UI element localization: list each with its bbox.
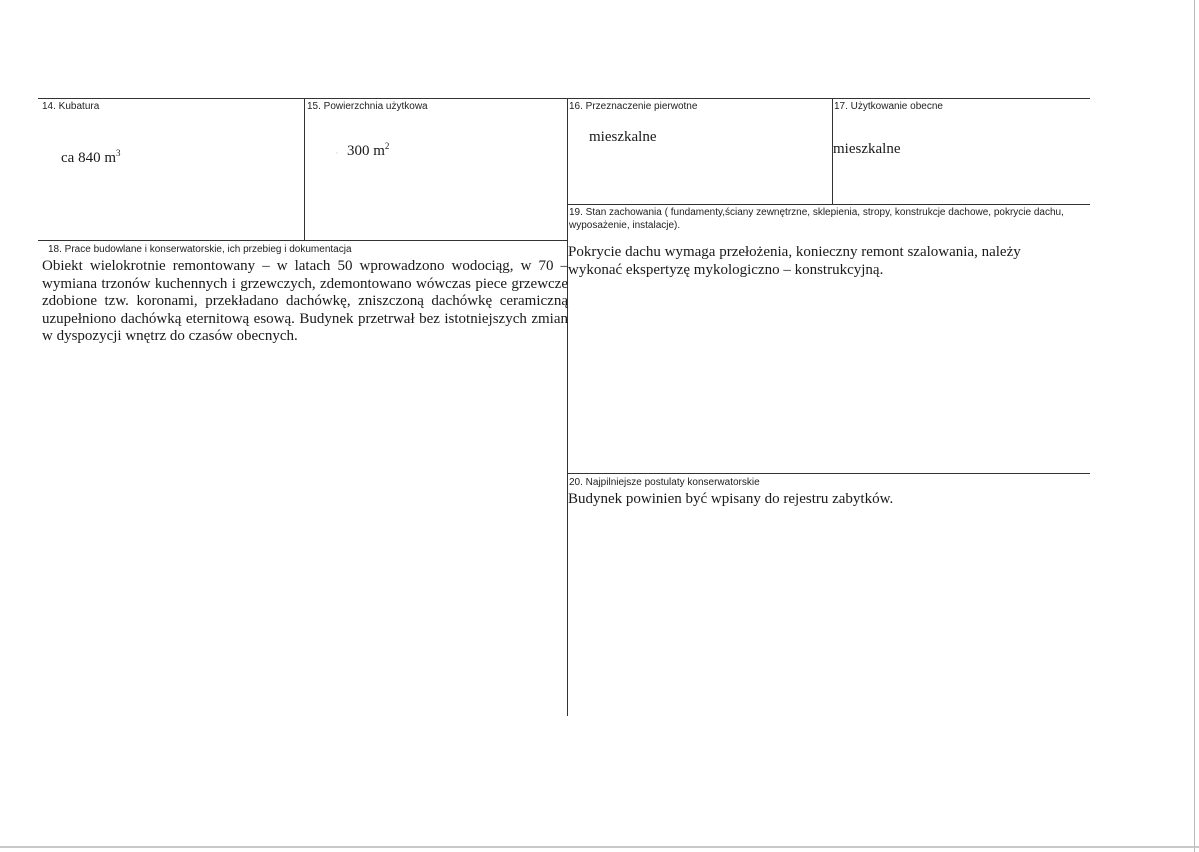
przeznaczenie-label: 16. Przeznaczenie pierwotne xyxy=(569,101,698,112)
rule-above-18 xyxy=(38,240,568,241)
divider-14-15 xyxy=(304,98,305,240)
powierzchnia-value-unit-exp: 2 xyxy=(384,141,390,151)
scan-right-edge xyxy=(1194,0,1195,852)
powierzchnia-value-text: 300 m xyxy=(347,143,385,159)
rule-above-20 xyxy=(567,473,1090,474)
kubatura-value-text: ca 840 m xyxy=(61,150,116,166)
divider-15-16 xyxy=(567,98,568,716)
rule-above-19 xyxy=(567,204,1090,205)
kubatura-value-unit-exp: 3 xyxy=(115,148,121,158)
kubatura-label: 14. Kubatura xyxy=(42,101,100,112)
stan-zachowania-text: Pokrycie dachu wymaga przełożenia, konieczny remont szalowania, należy wykonać ekspertyzę mykologiczno – konstrukcyjną. xyxy=(568,244,1021,278)
prace-label: 18. Prace budowlane i konserwatorskie, ich przebieg i dokumentacja xyxy=(48,244,352,255)
uzytkowanie-value: mieszkalne xyxy=(833,141,901,157)
stan-zachowania-label: 19. Stan zachowania ( fundamenty,ściany zewnętrzne, sklepienia, stropy, konstrukcje dachowe, pokrycie dachu, wyposażenie, instalacje). xyxy=(569,207,1064,231)
przeznaczenie-value: mieszkalne xyxy=(589,129,657,145)
scan-artifact: · xyxy=(335,147,339,159)
top-rule xyxy=(38,98,1090,99)
postulaty-text: Budynek powinien być wpisany do rejestru zabytków. xyxy=(568,491,894,507)
uzytkowanie-label: 17. Użytkowanie obecne xyxy=(834,101,943,112)
powierzchnia-label: 15. Powierzchnia użytkowa xyxy=(307,101,428,112)
postulaty-label: 20. Najpilniejsze postulaty konserwatorskie xyxy=(569,477,760,488)
kubatura-value xyxy=(61,150,120,167)
prace-text: Obiekt wielokrotnie remontowany – w latach 50 wprowadzono wodociąg, w 70 – wymiana trzonów kuchennych i grzewczych, zdemontowano wówczas piece grzewcze zdobione tzw. koronami, przekładano dachówkę, zniszczoną dachówkę ceramiczną uzupełniono dachówką eternitową esową. Budynek przetrwał bez istotniejszych zmian w dyspozycji wnętrz do czasów obecnych. xyxy=(42,258,568,344)
powierzchnia-value xyxy=(347,143,389,160)
scan-bottom-edge xyxy=(0,846,1199,848)
